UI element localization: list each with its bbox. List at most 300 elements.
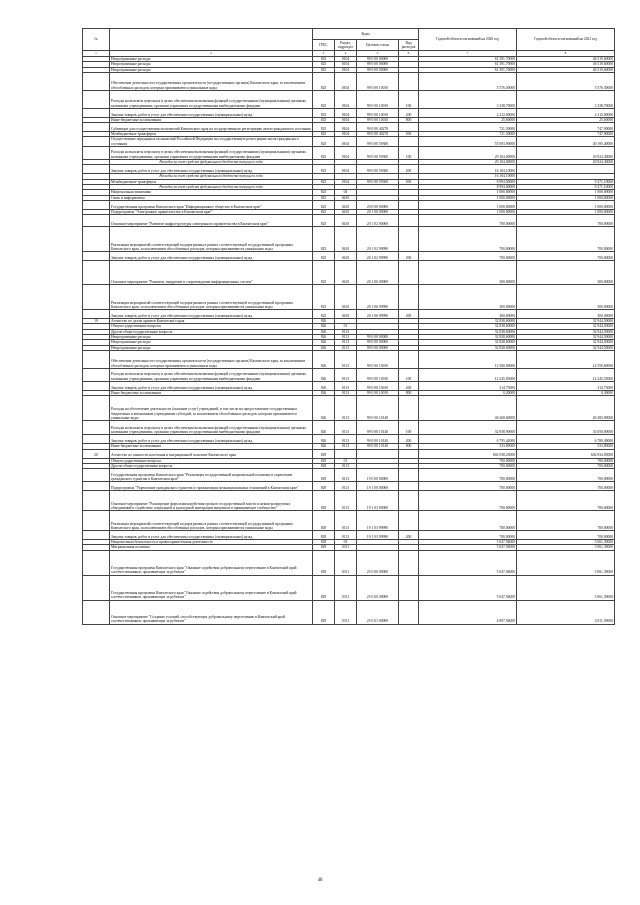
row-expense-type-cell: 800 bbox=[399, 444, 419, 449]
row-target-article-cell: 99 0 00 59300 bbox=[357, 147, 399, 160]
row-amount-2021-cell: 5 061,39000 bbox=[517, 550, 615, 575]
row-razdel-cell: 0113 bbox=[335, 463, 357, 468]
row-amount-2020-cell: 3 338,70000 bbox=[419, 90, 517, 108]
row-number-cell bbox=[83, 381, 110, 390]
row-target-article-cell: 19 1 00 00000 bbox=[357, 482, 399, 491]
row-amount-2021-cell: 20 924,30000 bbox=[517, 160, 615, 165]
table-row bbox=[83, 261, 615, 285]
row-name-cell: Реализация мероприятий соответствующей подпрограммы в рамках соответствующей государственной программы Камчатского края, за исключением обособленных расходов, которым присваиваются уникальные коды bbox=[110, 227, 313, 252]
table-row bbox=[83, 90, 615, 108]
row-number-cell bbox=[83, 435, 110, 444]
row-target-article-cell: 99 0 00 10010 bbox=[357, 72, 399, 90]
row-name-cell: Расходы на выплаты персоналу в целях обеспечения выполнения функций государственными (муниципальными) органами, казенными учреждениями, органами управления государственными внебюджетными фондами bbox=[110, 90, 313, 108]
row-amount-2021-cell: 3 338,70000 bbox=[517, 90, 615, 108]
row-amount-2021-cell: 1 000,00000 bbox=[517, 195, 615, 200]
row-amount-2020-cell: 1 000,00000 bbox=[419, 190, 517, 195]
row-name-cell: Основное мероприятие "Развитие инфраструктуры электронного правительства в Камчатском крае" bbox=[110, 215, 313, 227]
row-amount-2021-cell: 314,75000 bbox=[517, 381, 615, 390]
row-razdel-cell: 0104 bbox=[335, 62, 357, 67]
row-amount-2020-cell: 32 838,60000 bbox=[419, 329, 517, 334]
row-grbs-cell: 825 bbox=[313, 67, 335, 72]
row-razdel-cell: 0104 bbox=[335, 179, 357, 184]
row-amount-2021-cell: 300,00000 bbox=[517, 261, 615, 285]
row-target-article-cell: 99 0 00 10010 bbox=[357, 90, 399, 108]
row-note-cell: Расходы за счет средств федерального бюджета текущего года bbox=[110, 184, 313, 189]
row-number-cell bbox=[83, 261, 110, 285]
row-grbs-cell: 829 bbox=[313, 550, 335, 575]
row-name-cell: Осуществление переданных полномочий Российской Федерации на государственную регистрацию актов гражданского состояния bbox=[110, 137, 313, 147]
row-amount-2020-cell: 16 104,10000 bbox=[419, 174, 517, 179]
row-grbs-cell: 825 bbox=[313, 137, 335, 147]
row-amount-2020-cell: 5 047,94000 bbox=[419, 550, 517, 575]
row-amount-2020-cell: 1 000,00000 bbox=[419, 209, 517, 214]
row-amount-2020-cell: 5 576,30000 bbox=[419, 72, 517, 90]
row-note-cell: Расходы за счет средств федерального бюджета текущего года bbox=[110, 160, 313, 165]
row-target-article-cell: 99 0 00 10140 bbox=[357, 421, 399, 435]
row-razdel-cell: 0113 bbox=[335, 511, 357, 531]
row-razdel-cell: 0113 bbox=[335, 396, 357, 421]
row-grbs-cell: 829 bbox=[313, 540, 335, 545]
row-amount-2020-cell: 700,00000 bbox=[419, 491, 517, 511]
row-number-cell bbox=[83, 550, 110, 575]
row-name-cell: Национальная безопасность и правоохранительная деятельность bbox=[110, 540, 313, 545]
table-row bbox=[83, 381, 615, 390]
row-target-article-cell: 20 1 06 00000 bbox=[357, 261, 399, 285]
table-row bbox=[83, 200, 615, 209]
row-grbs-cell: 825 bbox=[313, 108, 335, 117]
row-name-cell: Подпрограмма "Электронное правительство в Камчатском крае" bbox=[110, 209, 313, 214]
row-grbs-cell: 825 bbox=[313, 195, 335, 200]
header-col-5: 5 bbox=[357, 51, 399, 57]
row-name-cell: Закупка товаров, работ и услуг для обеспечения государственных (муниципальных) нужд bbox=[110, 381, 313, 390]
row-amount-2021-cell: 1 000,00000 bbox=[517, 200, 615, 209]
row-razdel-cell: 0113 bbox=[335, 350, 357, 368]
row-amount-2020-cell: 12 245,05000 bbox=[419, 368, 517, 381]
table-row bbox=[83, 396, 615, 421]
row-target-article-cell: 25 0 01 00000 bbox=[357, 600, 399, 624]
row-amount-2021-cell: 33 050,00000 bbox=[517, 421, 615, 435]
row-amount-2020-cell: 40 268,60000 bbox=[419, 396, 517, 421]
row-name-cell: Расходы на выплаты персоналу в целях обеспечения выполнения функций государственными (муниципальными) органами, казенными учреждениями, органами управления государственными внебюджетными фондами bbox=[110, 368, 313, 381]
row-grbs-cell: 826 bbox=[313, 350, 335, 368]
row-target-article-cell: 99 0 00 10010 bbox=[357, 350, 399, 368]
row-amount-2021-cell: 32 944,50000 bbox=[517, 335, 615, 340]
table-row bbox=[83, 72, 615, 90]
row-razdel-cell: 0113 bbox=[335, 531, 357, 540]
row-grbs-cell: 825 bbox=[313, 179, 335, 184]
row-expense-type-cell bbox=[399, 511, 419, 531]
row-number-cell bbox=[83, 137, 110, 147]
row-number-cell bbox=[83, 108, 110, 117]
row-target-article-cell: 25 0 00 00000 bbox=[357, 575, 399, 600]
row-amount-2021-cell: 602 834,05000 bbox=[517, 449, 615, 458]
row-target-article-cell: 99 0 00 10140 bbox=[357, 435, 399, 444]
header-year-2020: Годовой объем ассигнований на 2020 год bbox=[419, 29, 517, 51]
row-name-cell: Обеспечение деятельности государственных органов власти (государственных органов) Камчатского края, за исключением обособленных расходов, которым присваиваются уникальные коды bbox=[110, 72, 313, 90]
row-target-article-cell: 99 0 00 10140 bbox=[357, 444, 399, 449]
row-expense-type-cell bbox=[399, 600, 419, 624]
row-amount-2021-cell: 40 283,90000 bbox=[517, 396, 615, 421]
row-razdel-cell: 0113 bbox=[335, 329, 357, 334]
row-amount-2020-cell: 700,00000 bbox=[419, 215, 517, 227]
row-target-article-cell: 99 0 00 00000 bbox=[357, 67, 399, 72]
row-grbs-cell: 825 bbox=[313, 147, 335, 160]
header-grbs: ГРБС bbox=[313, 40, 335, 51]
row-amount-2020-cell: 2 212,00000 bbox=[419, 108, 517, 117]
row-grbs-cell: 829 bbox=[313, 531, 335, 540]
row-razdel-cell: 0311 bbox=[335, 545, 357, 550]
row-amount-2021-cell: 300,00000 bbox=[517, 285, 615, 310]
header-year-2021: Годовой объем ассигнований на 2021 год bbox=[517, 29, 615, 51]
row-amount-2020-cell: 61 391,70000 bbox=[419, 67, 517, 72]
table-row bbox=[83, 421, 615, 435]
row-expense-type-cell bbox=[399, 396, 419, 421]
row-razdel-cell: 03 bbox=[335, 540, 357, 545]
row-amount-2021-cell bbox=[517, 165, 615, 174]
row-grbs-cell: 826 bbox=[313, 435, 335, 444]
row-name-cell: Общегосударственные вопросы bbox=[110, 458, 313, 463]
row-expense-type-cell bbox=[399, 482, 419, 491]
row-razdel-cell: 0113 bbox=[335, 340, 357, 345]
row-grbs-cell: 826 bbox=[313, 340, 335, 345]
row-razdel-cell: 0113 bbox=[335, 469, 357, 482]
row-grbs-cell: 825 bbox=[313, 261, 335, 285]
row-grbs-cell: 829 bbox=[313, 545, 335, 550]
row-expense-type-cell: 100 bbox=[399, 90, 419, 108]
row-amount-2020-cell: 700,00000 bbox=[419, 463, 517, 468]
row-name-cell: Общегосударственные вопросы bbox=[110, 324, 313, 329]
row-number-cell bbox=[83, 368, 110, 381]
row-amount-2021-cell: 9 271,10000 bbox=[517, 184, 615, 189]
row-amount-2021-cell: 300,00000 bbox=[517, 310, 615, 319]
row-amount-2020-cell: 700,00000 bbox=[419, 469, 517, 482]
table-row bbox=[83, 165, 615, 174]
row-target-article-cell: 99 0 00 59300 bbox=[357, 179, 399, 184]
row-name-cell: Непрограммные расходы bbox=[110, 345, 313, 350]
row-amount-2020-cell: 533,80000 bbox=[419, 444, 517, 449]
row-grbs-cell: 829 bbox=[313, 482, 335, 491]
row-expense-type-cell bbox=[399, 350, 419, 368]
row-number-cell: 20 bbox=[83, 449, 110, 458]
row-razdel-cell: 04 bbox=[335, 190, 357, 195]
row-amount-2020-cell: 29 104,00000 bbox=[419, 160, 517, 165]
row-amount-2021-cell: 9 271,10000 bbox=[517, 179, 615, 184]
row-expense-type-cell: 200 bbox=[399, 531, 419, 540]
row-amount-2021-cell: 32 944,50000 bbox=[517, 329, 615, 334]
row-target-article-cell bbox=[357, 449, 399, 458]
row-target-article-cell: 99 0 00 10010 bbox=[357, 108, 399, 117]
row-grbs-cell: 825 bbox=[313, 200, 335, 209]
row-grbs-cell: 825 bbox=[313, 123, 335, 132]
row-number-cell bbox=[83, 147, 110, 160]
row-amount-2020-cell: 4 897,94000 bbox=[419, 600, 517, 624]
row-name-cell: Межбюджетные трансферты bbox=[110, 179, 313, 184]
row-target-article-cell: 20 1 02 99990 bbox=[357, 227, 399, 252]
row-target-article-cell: 99 0 00 40270 bbox=[357, 123, 399, 132]
row-amount-2020-cell: 5 047,94000 bbox=[419, 575, 517, 600]
row-name-cell: Другие общегосударственные вопросы bbox=[110, 463, 313, 468]
header-cs: Целевая статья bbox=[357, 40, 399, 51]
row-amount-2021-cell: 46 519,60000 bbox=[517, 62, 615, 67]
row-name-cell: Закупка товаров, работ и услуг для обеспечения государственных (муниципальных) нужд bbox=[110, 531, 313, 540]
row-amount-2021-cell: 5 061,39000 bbox=[517, 575, 615, 600]
row-grbs-cell: 829 bbox=[313, 463, 335, 468]
row-expense-type-cell bbox=[399, 285, 419, 310]
row-amount-2020-cell: 5 047,94000 bbox=[419, 540, 517, 545]
row-amount-2021-cell: 0,30000 bbox=[517, 390, 615, 395]
row-name-cell: Закупка товаров, работ и услуг для обеспечения государственных (муниципальных) нужд bbox=[110, 252, 313, 261]
row-target-article-cell: 99 0 00 10010 bbox=[357, 381, 399, 390]
row-expense-type-cell: 200 bbox=[399, 165, 419, 174]
row-grbs-cell: 825 bbox=[313, 252, 335, 261]
row-razdel-cell: 0410 bbox=[335, 200, 357, 209]
row-expense-type-cell: 500 bbox=[399, 132, 419, 137]
row-razdel-cell: 0410 bbox=[335, 310, 357, 319]
row-expense-type-cell bbox=[399, 491, 419, 511]
row-name-cell: Другие общегосударственные вопросы bbox=[110, 329, 313, 334]
row-amount-2020-cell: 55 093,90000 bbox=[419, 137, 517, 147]
row-expense-type-cell: 500 bbox=[399, 179, 419, 184]
row-amount-2021-cell: 40 195,40000 bbox=[517, 137, 615, 147]
row-amount-2021-cell: 4 911,39000 bbox=[517, 600, 615, 624]
row-amount-2021-cell: 700,00000 bbox=[517, 227, 615, 252]
row-grbs-cell: 826 bbox=[313, 335, 335, 340]
row-razdel-cell: 0104 bbox=[335, 72, 357, 90]
table-row bbox=[83, 531, 615, 540]
row-amount-2021-cell: 700,00000 bbox=[517, 252, 615, 261]
row-amount-2021-cell: 700,00000 bbox=[517, 511, 615, 531]
row-target-article-cell: 99 0 00 59300 bbox=[357, 165, 399, 174]
row-target-article-cell: 99 0 00 00000 bbox=[357, 340, 399, 345]
row-name-cell: Связь и информатика bbox=[110, 195, 313, 200]
row-razdel-cell: 0410 bbox=[335, 209, 357, 214]
row-grbs-cell: 829 bbox=[313, 458, 335, 463]
table-row bbox=[83, 310, 615, 319]
row-grbs-cell: 825 bbox=[313, 57, 335, 62]
row-name-cell: Межбюджетные трансферты bbox=[110, 132, 313, 137]
row-number-cell bbox=[83, 350, 110, 368]
row-amount-2020-cell: 1 000,00000 bbox=[419, 195, 517, 200]
row-expense-type-cell bbox=[399, 227, 419, 252]
row-target-article-cell: 20 1 02 00000 bbox=[357, 215, 399, 227]
row-razdel-cell: 0113 bbox=[335, 335, 357, 340]
row-grbs-cell: 826 bbox=[313, 368, 335, 381]
header-col-7: 7 bbox=[419, 51, 517, 57]
row-grbs-cell: 826 bbox=[313, 444, 335, 449]
row-razdel-cell: 01 bbox=[335, 458, 357, 463]
row-amount-2020-cell: 700,00000 bbox=[419, 511, 517, 531]
row-razdel-cell: 0104 bbox=[335, 132, 357, 137]
row-name-cell: Государственная программа Камчатского края "Оказание содействия добровольному переселению в Камчатский край соотечественников, проживающих за рубежом" bbox=[110, 575, 313, 600]
table-row bbox=[83, 108, 615, 117]
row-grbs-cell: 825 bbox=[313, 62, 335, 67]
row-amount-2021-cell: 25,60000 bbox=[517, 117, 615, 122]
row-expense-type-cell: 200 bbox=[399, 381, 419, 390]
table-body bbox=[83, 57, 615, 625]
row-target-article-cell: 25 0 00 00000 bbox=[357, 550, 399, 575]
row-number-cell bbox=[83, 252, 110, 261]
row-razdel-cell: 0104 bbox=[335, 90, 357, 108]
row-amount-2021-cell: 12 245,55000 bbox=[517, 368, 615, 381]
budget-table bbox=[82, 28, 615, 625]
row-number-cell bbox=[83, 511, 110, 531]
row-amount-2021-cell: 700,00000 bbox=[517, 458, 615, 463]
table-row bbox=[83, 435, 615, 444]
row-grbs-cell: 826 bbox=[313, 381, 335, 390]
row-amount-2020-cell: 300,00000 bbox=[419, 285, 517, 310]
table-row bbox=[83, 482, 615, 491]
row-amount-2020-cell: 32 828,60000 bbox=[419, 335, 517, 340]
row-razdel-cell: 0104 bbox=[335, 147, 357, 160]
row-amount-2021-cell: 5 576,30000 bbox=[517, 72, 615, 90]
row-name-cell: Закупка товаров, работ и услуг для обеспечения государственных (муниципальных) нужд bbox=[110, 108, 313, 117]
row-name-cell: Непрограммные расходы bbox=[110, 67, 313, 72]
row-amount-2021-cell: 12 550,60000 bbox=[517, 350, 615, 368]
row-razdel-cell: 0410 bbox=[335, 252, 357, 261]
row-target-article-cell: 99 0 00 00000 bbox=[357, 345, 399, 350]
row-razdel-cell: 0410 bbox=[335, 261, 357, 285]
row-grbs-cell: 825 bbox=[313, 117, 335, 122]
row-expense-type-cell: 100 bbox=[399, 147, 419, 160]
header-col-2: 2 bbox=[110, 51, 313, 57]
row-amount-2020-cell: 32 828,60000 bbox=[419, 340, 517, 345]
row-number-cell bbox=[83, 72, 110, 90]
row-amount-2020-cell: 12 560,00000 bbox=[419, 350, 517, 368]
row-target-article-cell: 19 1 03 00000 bbox=[357, 491, 399, 511]
row-name-cell: Национальная экономика bbox=[110, 190, 313, 195]
row-razdel-cell: 0113 bbox=[335, 491, 357, 511]
row-expense-type-cell bbox=[399, 261, 419, 285]
row-target-article-cell: 99 0 00 10010 bbox=[357, 117, 399, 122]
row-grbs-cell: 829 bbox=[313, 600, 335, 624]
row-name-cell: Расходы на выплаты персоналу в целях обеспечения выполнения функций государственными (муниципальными) органами, казенными учреждениями, органами управления государственными внебюджетными фондами bbox=[110, 421, 313, 435]
row-amount-2020-cell: 700,00000 bbox=[419, 531, 517, 540]
row-number-cell bbox=[83, 90, 110, 108]
row-amount-2021-cell: 2 212,00000 bbox=[517, 108, 615, 117]
row-grbs-cell: 829 bbox=[313, 575, 335, 600]
row-grbs-cell: 826 bbox=[313, 345, 335, 350]
row-name-cell: Закупка товаров, работ и услуг для обеспечения государственных (муниципальных) нужд bbox=[110, 165, 313, 174]
row-name-cell: Непрограммные расходы bbox=[110, 340, 313, 345]
table-row bbox=[83, 368, 615, 381]
row-name-cell: Расходы на выплаты персоналу в целях обеспечения выполнения функций государственными (муниципальными) органами, казенными учреждениями, органами управления государственными внебюджетными фондами bbox=[110, 147, 313, 160]
row-grbs-cell: 825 bbox=[313, 209, 335, 214]
row-amount-2020-cell: 6 795,42000 bbox=[419, 435, 517, 444]
row-number-cell: 19 bbox=[83, 319, 110, 324]
row-amount-2021-cell: 700,00000 bbox=[517, 469, 615, 482]
row-amount-2020-cell: 700,00000 bbox=[419, 252, 517, 261]
row-expense-type-cell: 800 bbox=[399, 390, 419, 395]
row-amount-2021-cell: 1 000,00000 bbox=[517, 190, 615, 195]
row-grbs-cell: 825 bbox=[313, 310, 335, 319]
row-amount-2021-cell: 533,80000 bbox=[517, 444, 615, 449]
header-num: № bbox=[83, 29, 110, 51]
row-name-cell: Обеспечение деятельности государственных органов власти (государственных органов) Камчатского края, за исключением обособленных расходов, которым присваиваются уникальные коды bbox=[110, 350, 313, 368]
row-grbs-cell: 825 bbox=[313, 165, 335, 174]
row-expense-type-cell bbox=[399, 215, 419, 227]
row-name-cell: Иные бюджетные ассигнования bbox=[110, 117, 313, 122]
row-razdel-cell: 0311 bbox=[335, 550, 357, 575]
row-number-cell bbox=[83, 200, 110, 209]
row-expense-type-cell: 100 bbox=[399, 368, 419, 381]
row-number-cell bbox=[83, 227, 110, 252]
row-razdel-cell: 0113 bbox=[335, 381, 357, 390]
table-row bbox=[83, 350, 615, 368]
row-expense-type-cell: 200 bbox=[399, 108, 419, 117]
row-razdel-cell: 0410 bbox=[335, 227, 357, 252]
row-razdel-cell: 01 bbox=[335, 324, 357, 329]
row-name-cell: Субвенции для осуществления полномочий Камчатского края на государственную регистрацию актов гражданского состояния bbox=[110, 123, 313, 132]
table-row bbox=[83, 449, 615, 458]
row-number-cell bbox=[83, 285, 110, 310]
row-grbs-cell: 826 bbox=[313, 329, 335, 334]
row-amount-2020-cell: 5 047,94000 bbox=[419, 545, 517, 550]
table-row bbox=[83, 511, 615, 531]
row-razdel-cell: 0104 bbox=[335, 57, 357, 62]
row-target-article-cell: 99 0 00 10140 bbox=[357, 396, 399, 421]
row-amount-2021-cell: 5 061,39000 bbox=[517, 545, 615, 550]
row-grbs-cell: 825 bbox=[313, 132, 335, 137]
table-row bbox=[83, 575, 615, 600]
row-amount-2020-cell: 61 391,70000 bbox=[419, 57, 517, 62]
row-number-cell bbox=[83, 165, 110, 174]
table-row bbox=[83, 215, 615, 227]
row-amount-2021-cell: 700,00000 bbox=[517, 491, 615, 511]
row-name-cell: Закупка товаров, работ и услуг для обеспечения государственных (муниципальных) нужд bbox=[110, 435, 313, 444]
table-row bbox=[83, 550, 615, 575]
row-number-cell bbox=[83, 482, 110, 491]
table-row bbox=[83, 227, 615, 252]
row-number-cell bbox=[83, 123, 110, 132]
row-grbs-cell: 825 bbox=[313, 190, 335, 195]
row-target-article-cell: 20 1 00 00000 bbox=[357, 209, 399, 214]
row-expense-type-cell: 100 bbox=[399, 421, 419, 435]
row-amount-2021-cell: 700,00000 bbox=[517, 531, 615, 540]
row-target-article-cell: 99 0 00 59300 bbox=[357, 137, 399, 147]
row-amount-2020-cell: 8 994,00000 bbox=[419, 184, 517, 189]
row-target-article-cell: 20 1 02 99990 bbox=[357, 252, 399, 261]
row-razdel-cell: 0410 bbox=[335, 215, 357, 227]
header-col-4: 4 bbox=[335, 51, 357, 57]
row-number-cell bbox=[83, 310, 110, 319]
row-amount-2020-cell: 32 838,60000 bbox=[419, 319, 517, 324]
row-grbs-cell: 825 bbox=[313, 72, 335, 90]
row-amount-2020-cell: 721,50000 bbox=[419, 123, 517, 132]
row-razdel-cell: 0410 bbox=[335, 195, 357, 200]
header-col-1: 1 bbox=[83, 51, 110, 57]
table-row bbox=[83, 137, 615, 147]
row-amount-2021-cell: 747,90000 bbox=[517, 132, 615, 137]
header-col-6: 6 bbox=[399, 51, 419, 57]
row-razdel-cell: 0311 bbox=[335, 575, 357, 600]
row-razdel-cell: 0104 bbox=[335, 117, 357, 122]
row-amount-2020-cell: 16 104,10000 bbox=[419, 165, 517, 174]
row-name-cell: Подпрограмма "Укрепление гражданского единства и гармонизация межнациональных отношений в Камчатском крае" bbox=[110, 482, 313, 491]
row-amount-2021-cell: 46 519,60000 bbox=[517, 57, 615, 62]
row-razdel-cell: 0113 bbox=[335, 444, 357, 449]
row-amount-2020-cell: 25,60000 bbox=[419, 117, 517, 122]
row-number-cell bbox=[83, 600, 110, 624]
row-number-cell bbox=[83, 531, 110, 540]
row-amount-2020-cell: 300,00000 bbox=[419, 261, 517, 285]
row-name-cell: Иные бюджетные ассигнования bbox=[110, 390, 313, 395]
row-name-cell: Иные бюджетные ассигнования bbox=[110, 444, 313, 449]
table-header bbox=[83, 29, 615, 57]
row-razdel-cell: 0311 bbox=[335, 600, 357, 624]
row-grbs-cell: 829 bbox=[313, 511, 335, 531]
row-name-cell: Реализация мероприятий соответствующей подпрограммы в рамках соответствующей государственной программы Камчатского края, за исключением обособленных расходов, которым присваиваются уникальные коды bbox=[110, 285, 313, 310]
row-note-cell: Расходы за счет средств федерального бюджета текущего года bbox=[110, 174, 313, 179]
